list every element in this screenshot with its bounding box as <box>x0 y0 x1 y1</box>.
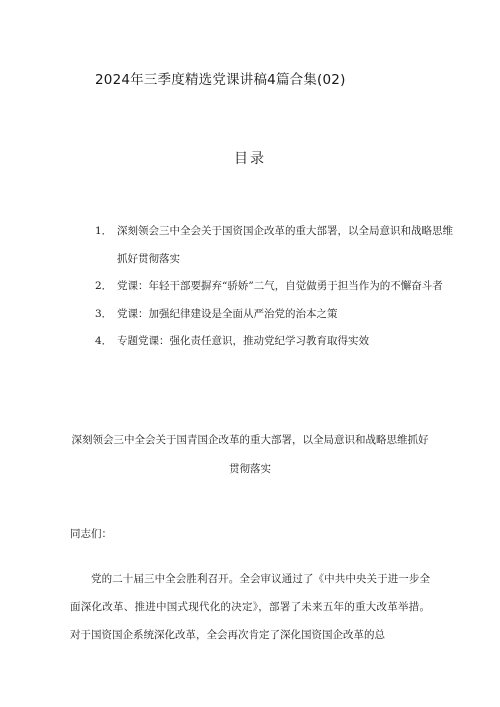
toc-item-text: 党课：年轻干部要摒弃“骄娇”二气，自觉做勇于担当作为的不懈奋斗者 <box>117 280 443 292</box>
toc-item[interactable] <box>95 301 455 329</box>
toc-item-number: 4． <box>95 335 113 347</box>
body-paragraph: 党的二十届三中全会胜利召开。全会审议通过了《中共中央关于进一步全面深化改革、推进中国式现代化的决定》，部署了未来五年的重大改革举措。对于国资国企系统深化改革，全会再次肯定了深化国资国企改革的总 <box>70 573 430 641</box>
toc-item-text: 党课：加强纪律建设是全面从严治党的治本之策 <box>117 307 338 320</box>
toc-heading: 目录 <box>234 151 266 167</box>
toc-item-number: 1． <box>95 225 113 237</box>
toc-item-text: 深刻领会三中全会关于国资国企改革的重大部署，以全局意识和战略思维抓好贯彻落实 <box>117 225 453 265</box>
toc-item-number: 2． <box>95 280 113 292</box>
toc-item-text: 专题党课：强化责任意识，推动党纪学习教育取得实效 <box>117 335 369 347</box>
table-of-contents <box>95 218 455 356</box>
toc-item[interactable] <box>95 273 455 301</box>
toc-item-number: 3． <box>95 307 113 320</box>
toc-item[interactable] <box>95 328 455 356</box>
document-title: 2024年三季度精选党课讲稿4篇合集(02) <box>95 72 346 88</box>
toc-item[interactable] <box>95 218 455 273</box>
article-title: 深刻领会三中全会关于国青国企改革的重大部署，以全局意识和战略思维抓好贯彻落实 <box>71 434 429 475</box>
salutation: 同志们： <box>70 528 112 540</box>
